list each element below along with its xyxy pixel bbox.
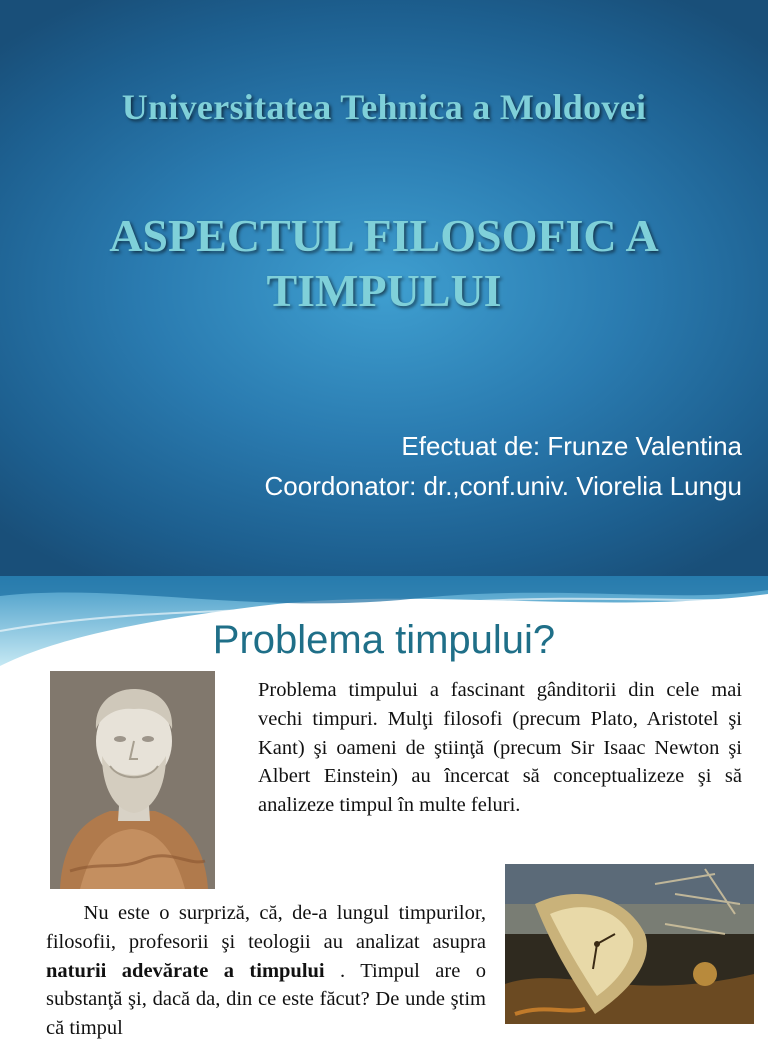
paragraph-2-emphasis: naturii adevărate a timpului bbox=[46, 959, 325, 982]
presentation-title bbox=[0, 208, 768, 318]
paragraph-1: Problema timpului a fascinant gânditorii din cele mai vechi timpuri. Mulţi filosofi (precum Plato, Aristotel şi Kant) şi oameni de ştiinţă (precum Sir Isaac Newton şi Albert Einstein) au încercat să conceptualizeze şi să analizeze timpul în multe feluri. bbox=[258, 679, 742, 817]
slide-title: Problema timpului? bbox=[212, 618, 556, 662]
university-title: Universitatea Tehnica a Moldovei bbox=[121, 87, 647, 127]
melting-clock-painting-image bbox=[505, 864, 754, 1024]
coordinator-line: Coordonator: dr.,conf.univ. Viorelia Lungu bbox=[264, 471, 742, 501]
content-slide bbox=[0, 576, 768, 1040]
credits bbox=[265, 426, 742, 506]
author-line: Efectuat de: Frunze Valentina bbox=[401, 431, 742, 461]
paragraph-2-text-a: Nu este o surpriză, că, de-a lungul timpurilor, filosofii, profesorii şi teologii au analizat asupra bbox=[46, 902, 486, 953]
title-line-2: TIMPULUI bbox=[266, 265, 502, 316]
paragraph-2 bbox=[46, 899, 486, 1043]
title-line-1: ASPECTUL FILOSOFIC A bbox=[109, 210, 659, 261]
paragraph-2-text-b: . Timpul are o substanţă şi, dacă da, din ce este făcut? De unde ştim că timpul bbox=[46, 959, 486, 1040]
aristotle-bust-image bbox=[50, 671, 215, 889]
